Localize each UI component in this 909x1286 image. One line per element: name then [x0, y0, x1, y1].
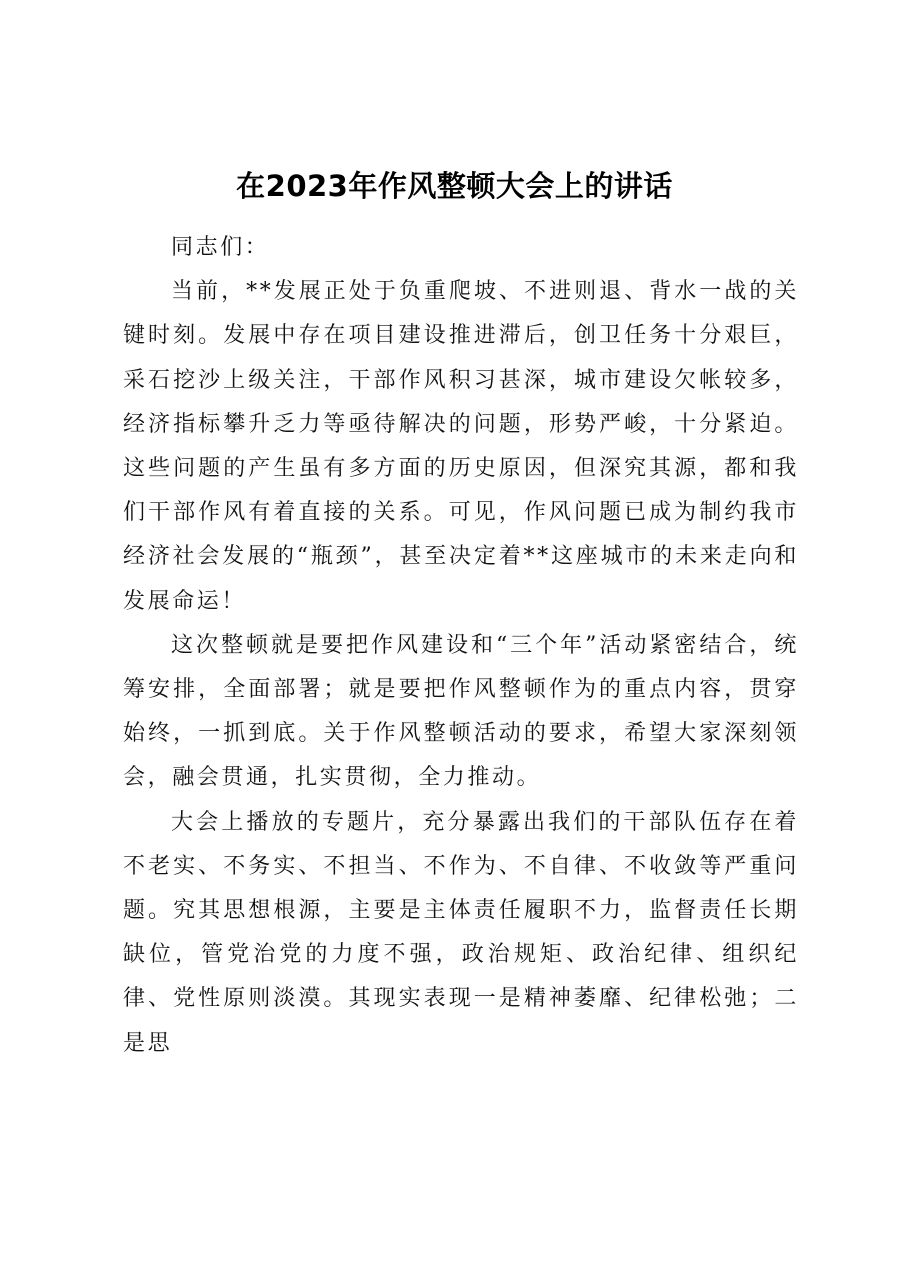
document-title: 在2023年作风整顿大会上的讲话 — [236, 169, 673, 203]
paragraph-2: 这次整顿就是要把作风建设和“三个年”活动紧密结合，统筹安排，全面部署；就是要把作风整顿作为的重点内容，贯穿始终，一抓到底。关于作风整顿活动的要求，希望大家深刻领会，融会贯通，扎实贯彻，全力推动。 — [123, 632, 799, 791]
paragraph-3: 大会上播放的专题片，充分暴露出我们的干部队伍存在着不老实、不务实、不担当、不作为、不自律、不收敛等严重问题。究其思想根源，主要是主体责任履职不力，监督责任长期缺位，管党治党的力度不强，政治规矩、政治纪律、组织纪律、党性原则淡漠。其现实表现一是精神萎靡、纪律松弛；二是思 — [123, 809, 799, 1056]
paragraph-1: 当前，**发展正处于负重爬坡、不进则退、背水一战的关键时刻。发展中存在项目建设推进滞后，创卫任务十分艰巨，采石挖沙上级关注，干部作风积习甚深，城市建设欠帐较多，经济指标攀升乏力等亟待解决的问题，形势严峻，十分紧迫。这些问题的产生虽有多方面的历史原因，但深究其源，都和我们干部作风有着直接的关系。可见，作风问题已成为制约我市经济社会发展的“瓶颈”，甚至决定着**这座城市的未来走向和发展命运！ — [123, 279, 799, 614]
salutation: 同志们： — [171, 235, 270, 260]
document-body — [123, 226, 799, 1066]
